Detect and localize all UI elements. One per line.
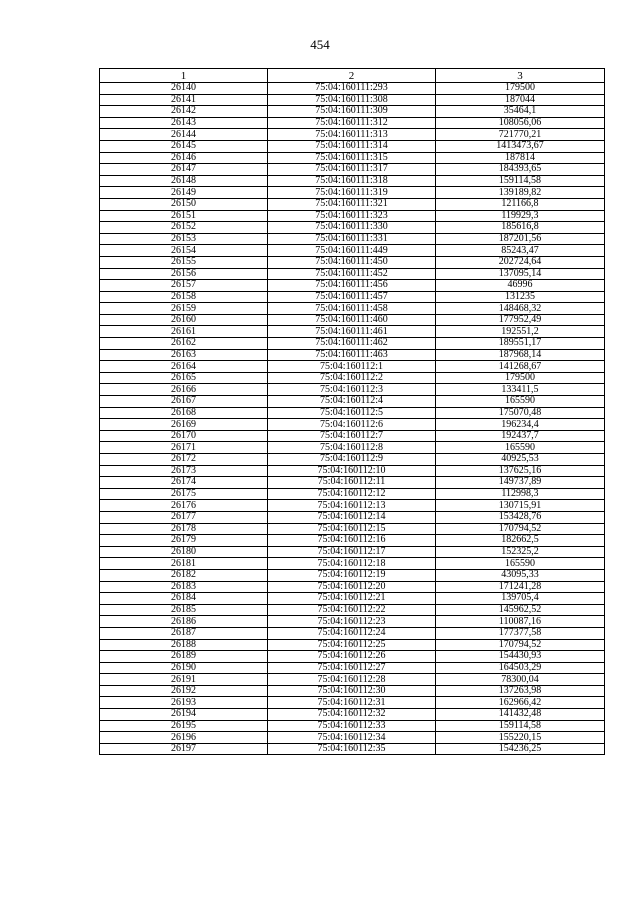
value-cell: 196234,4 [436,419,605,431]
row-number-cell: 26165 [100,372,268,384]
table-row [100,581,605,593]
row-number-cell: 26160 [100,314,268,326]
value-cell: 43095,33 [436,569,605,581]
table-row [100,140,605,152]
table-row [100,198,605,210]
cadastral-number-cell: 75:04:160112:28 [268,674,436,686]
value-cell: 721770,21 [436,129,605,141]
cadastral-number-cell: 75:04:160112:3 [268,384,436,396]
row-number-cell: 26159 [100,303,268,315]
row-number-cell: 26182 [100,569,268,581]
table-row [100,639,605,651]
value-cell: 185616,8 [436,222,605,234]
table-row [100,94,605,106]
table-row [100,732,605,744]
cadastral-number-cell: 75:04:160112:19 [268,569,436,581]
data-table [99,68,605,755]
table-row [100,349,605,361]
value-cell: 159114,58 [436,175,605,187]
cadastral-number-cell: 75:04:160111:293 [268,83,436,95]
row-number-cell: 26184 [100,593,268,605]
cadastral-number-cell: 75:04:160111:315 [268,152,436,164]
value-cell: 202724,64 [436,256,605,268]
row-number-cell: 26178 [100,523,268,535]
column-header-2: 2 [268,69,436,83]
table-row [100,256,605,268]
value-cell: 149737,89 [436,477,605,489]
cadastral-number-cell: 75:04:160112:25 [268,639,436,651]
value-cell: 78300,04 [436,674,605,686]
table-row [100,407,605,419]
cadastral-number-cell: 75:04:160111:312 [268,117,436,129]
table-row [100,187,605,199]
cadastral-number-cell: 75:04:160111:317 [268,164,436,176]
table-row [100,303,605,315]
row-number-cell: 26166 [100,384,268,396]
table-row [100,558,605,570]
value-cell: 155220,15 [436,732,605,744]
table-row [100,396,605,408]
table-row [100,117,605,129]
row-number-cell: 26161 [100,326,268,338]
row-number-cell: 26152 [100,222,268,234]
table-row [100,500,605,512]
table-row [100,569,605,581]
value-cell: 154430,93 [436,651,605,663]
cadastral-number-cell: 75:04:160112:8 [268,442,436,454]
value-cell: 137263,98 [436,685,605,697]
cadastral-number-cell: 75:04:160111:456 [268,280,436,292]
row-number-cell: 26174 [100,477,268,489]
cadastral-number-cell: 75:04:160112:26 [268,651,436,663]
row-number-cell: 26168 [100,407,268,419]
table-row [100,488,605,500]
cadastral-number-cell: 75:04:160112:11 [268,477,436,489]
row-number-cell: 26172 [100,454,268,466]
table-row [100,268,605,280]
row-number-cell: 26162 [100,338,268,350]
cadastral-number-cell: 75:04:160111:319 [268,187,436,199]
cadastral-number-cell: 75:04:160111:462 [268,338,436,350]
value-cell: 175070,48 [436,407,605,419]
row-number-cell: 26156 [100,268,268,280]
cadastral-number-cell: 75:04:160112:5 [268,407,436,419]
cadastral-number-cell: 75:04:160112:24 [268,627,436,639]
table-row [100,511,605,523]
cadastral-number-cell: 75:04:160111:308 [268,94,436,106]
row-number-cell: 26183 [100,581,268,593]
value-cell: 187044 [436,94,605,106]
cadastral-number-cell: 75:04:160112:14 [268,511,436,523]
row-number-cell: 26186 [100,616,268,628]
cadastral-number-cell: 75:04:160112:30 [268,685,436,697]
table-body [100,83,605,755]
table-row [100,245,605,257]
cadastral-number-cell: 75:04:160111:460 [268,314,436,326]
value-cell: 164503,29 [436,662,605,674]
cadastral-number-cell: 75:04:160111:458 [268,303,436,315]
value-cell: 171241,28 [436,581,605,593]
value-cell: 192551,2 [436,326,605,338]
table-row [100,222,605,234]
value-cell: 189551,17 [436,338,605,350]
table-row [100,546,605,558]
cadastral-number-cell: 75:04:160111:452 [268,268,436,280]
value-cell: 112998,3 [436,488,605,500]
row-number-cell: 26180 [100,546,268,558]
cadastral-number-cell: 75:04:160111:323 [268,210,436,222]
value-cell: 139705,4 [436,593,605,605]
row-number-cell: 26173 [100,465,268,477]
cadastral-number-cell: 75:04:160112:23 [268,616,436,628]
value-cell: 139189,82 [436,187,605,199]
cadastral-number-cell: 75:04:160112:6 [268,419,436,431]
row-number-cell: 26170 [100,430,268,442]
cadastral-number-cell: 75:04:160112:12 [268,488,436,500]
row-number-cell: 26164 [100,361,268,373]
value-cell: 141432,48 [436,709,605,721]
value-cell: 170794,52 [436,639,605,651]
row-number-cell: 26189 [100,651,268,663]
value-cell: 85243,47 [436,245,605,257]
cadastral-number-cell: 75:04:160112:13 [268,500,436,512]
table-row [100,477,605,489]
table-header-row [100,69,605,83]
row-number-cell: 26188 [100,639,268,651]
row-number-cell: 26187 [100,627,268,639]
row-number-cell: 26185 [100,604,268,616]
value-cell: 165590 [436,558,605,570]
table-row [100,709,605,721]
table-row [100,291,605,303]
row-number-cell: 26196 [100,732,268,744]
row-number-cell: 26151 [100,210,268,222]
table-row [100,280,605,292]
table-row [100,616,605,628]
row-number-cell: 26175 [100,488,268,500]
row-number-cell: 26171 [100,442,268,454]
cadastral-number-cell: 75:04:160111:449 [268,245,436,257]
page-number: 454 [310,37,330,52]
row-number-cell: 26177 [100,511,268,523]
table-row [100,604,605,616]
row-number-cell: 26145 [100,140,268,152]
row-number-cell: 26192 [100,685,268,697]
cadastral-number-cell: 75:04:160112:10 [268,465,436,477]
value-cell: 110087,16 [436,616,605,628]
value-cell: 148468,32 [436,303,605,315]
table-row [100,430,605,442]
value-cell: 187201,56 [436,233,605,245]
value-cell: 165590 [436,442,605,454]
value-cell: 108056,06 [436,117,605,129]
table-row [100,152,605,164]
row-number-cell: 26150 [100,198,268,210]
cadastral-number-cell: 75:04:160111:318 [268,175,436,187]
value-cell: 192437,7 [436,430,605,442]
cadastral-number-cell: 75:04:160112:1 [268,361,436,373]
row-number-cell: 26149 [100,187,268,199]
table-row [100,210,605,222]
cadastral-number-cell: 75:04:160112:2 [268,372,436,384]
row-number-cell: 26143 [100,117,268,129]
column-header-3: 3 [436,69,605,83]
value-cell: 184393,65 [436,164,605,176]
row-number-cell: 26179 [100,535,268,547]
cadastral-number-cell: 75:04:160112:32 [268,709,436,721]
value-cell: 182662,5 [436,535,605,547]
value-cell: 179500 [436,372,605,384]
row-number-cell: 26141 [100,94,268,106]
cadastral-number-cell: 75:04:160112:4 [268,396,436,408]
table-row [100,326,605,338]
table-row [100,697,605,709]
row-number-cell: 26148 [100,175,268,187]
table-row [100,129,605,141]
cadastral-number-cell: 75:04:160112:35 [268,743,436,755]
cadastral-number-cell: 75:04:160112:16 [268,535,436,547]
table-row [100,233,605,245]
table-row [100,674,605,686]
value-cell: 121166,8 [436,198,605,210]
cadastral-number-cell: 75:04:160112:34 [268,732,436,744]
value-cell: 119929,3 [436,210,605,222]
value-cell: 154236,25 [436,743,605,755]
row-number-cell: 26169 [100,419,268,431]
row-number-cell: 26163 [100,349,268,361]
value-cell: 137625,16 [436,465,605,477]
table-row [100,164,605,176]
table-row [100,175,605,187]
table-row [100,593,605,605]
table-row [100,384,605,396]
value-cell: 165590 [436,396,605,408]
table-row [100,338,605,350]
table-row [100,314,605,326]
row-number-cell: 26147 [100,164,268,176]
row-number-cell: 26167 [100,396,268,408]
row-number-cell: 26176 [100,500,268,512]
row-number-cell: 26144 [100,129,268,141]
table-row [100,627,605,639]
table-row [100,454,605,466]
value-cell: 152325,2 [436,546,605,558]
cadastral-number-cell: 75:04:160111:309 [268,106,436,118]
table-row [100,106,605,118]
cadastral-number-cell: 75:04:160111:450 [268,256,436,268]
value-cell: 130715,91 [436,500,605,512]
table-row [100,535,605,547]
row-number-cell: 26154 [100,245,268,257]
cadastral-number-cell: 75:04:160111:313 [268,129,436,141]
cadastral-number-cell: 75:04:160112:31 [268,697,436,709]
table-row [100,743,605,755]
cadastral-number-cell: 75:04:160111:457 [268,291,436,303]
table-row [100,720,605,732]
cadastral-number-cell: 75:04:160112:7 [268,430,436,442]
cadastral-number-cell: 75:04:160112:15 [268,523,436,535]
row-number-cell: 26197 [100,743,268,755]
value-cell: 179500 [436,83,605,95]
value-cell: 141268,67 [436,361,605,373]
table-row [100,662,605,674]
value-cell: 137095,14 [436,268,605,280]
row-number-cell: 26190 [100,662,268,674]
table-row [100,419,605,431]
value-cell: 177377,58 [436,627,605,639]
row-number-cell: 26140 [100,83,268,95]
value-cell: 35464,1 [436,106,605,118]
value-cell: 177952,49 [436,314,605,326]
value-cell: 187814 [436,152,605,164]
value-cell: 145962,52 [436,604,605,616]
row-number-cell: 26157 [100,280,268,292]
value-cell: 170794,52 [436,523,605,535]
value-cell: 187968,14 [436,349,605,361]
cadastral-number-cell: 75:04:160112:21 [268,593,436,605]
row-number-cell: 26195 [100,720,268,732]
table-row [100,685,605,697]
value-cell: 153428,76 [436,511,605,523]
table-row [100,83,605,95]
cadastral-number-cell: 75:04:160112:22 [268,604,436,616]
table-row [100,442,605,454]
cadastral-number-cell: 75:04:160111:330 [268,222,436,234]
row-number-cell: 26155 [100,256,268,268]
cadastral-number-cell: 75:04:160111:321 [268,198,436,210]
column-header-1: 1 [100,69,268,83]
cadastral-number-cell: 75:04:160111:463 [268,349,436,361]
cadastral-number-cell: 75:04:160112:20 [268,581,436,593]
value-cell: 1413473,67 [436,140,605,152]
table-row [100,372,605,384]
cadastral-number-cell: 75:04:160112:9 [268,454,436,466]
row-number-cell: 26193 [100,697,268,709]
value-cell: 40925,53 [436,454,605,466]
row-number-cell: 26158 [100,291,268,303]
cadastral-number-cell: 75:04:160112:27 [268,662,436,674]
row-number-cell: 26181 [100,558,268,570]
cadastral-number-cell: 75:04:160112:18 [268,558,436,570]
table-row [100,361,605,373]
table-row [100,651,605,663]
cadastral-number-cell: 75:04:160112:33 [268,720,436,732]
cadastral-number-cell: 75:04:160111:331 [268,233,436,245]
value-cell: 46996 [436,280,605,292]
value-cell: 131235 [436,291,605,303]
value-cell: 159114,58 [436,720,605,732]
cadastral-number-cell: 75:04:160111:461 [268,326,436,338]
table-row [100,465,605,477]
cadastral-number-cell: 75:04:160112:17 [268,546,436,558]
row-number-cell: 26191 [100,674,268,686]
value-cell: 133411,5 [436,384,605,396]
row-number-cell: 26194 [100,709,268,721]
cadastral-number-cell: 75:04:160111:314 [268,140,436,152]
table-row [100,523,605,535]
row-number-cell: 26153 [100,233,268,245]
row-number-cell: 26142 [100,106,268,118]
value-cell: 162966,42 [436,697,605,709]
row-number-cell: 26146 [100,152,268,164]
